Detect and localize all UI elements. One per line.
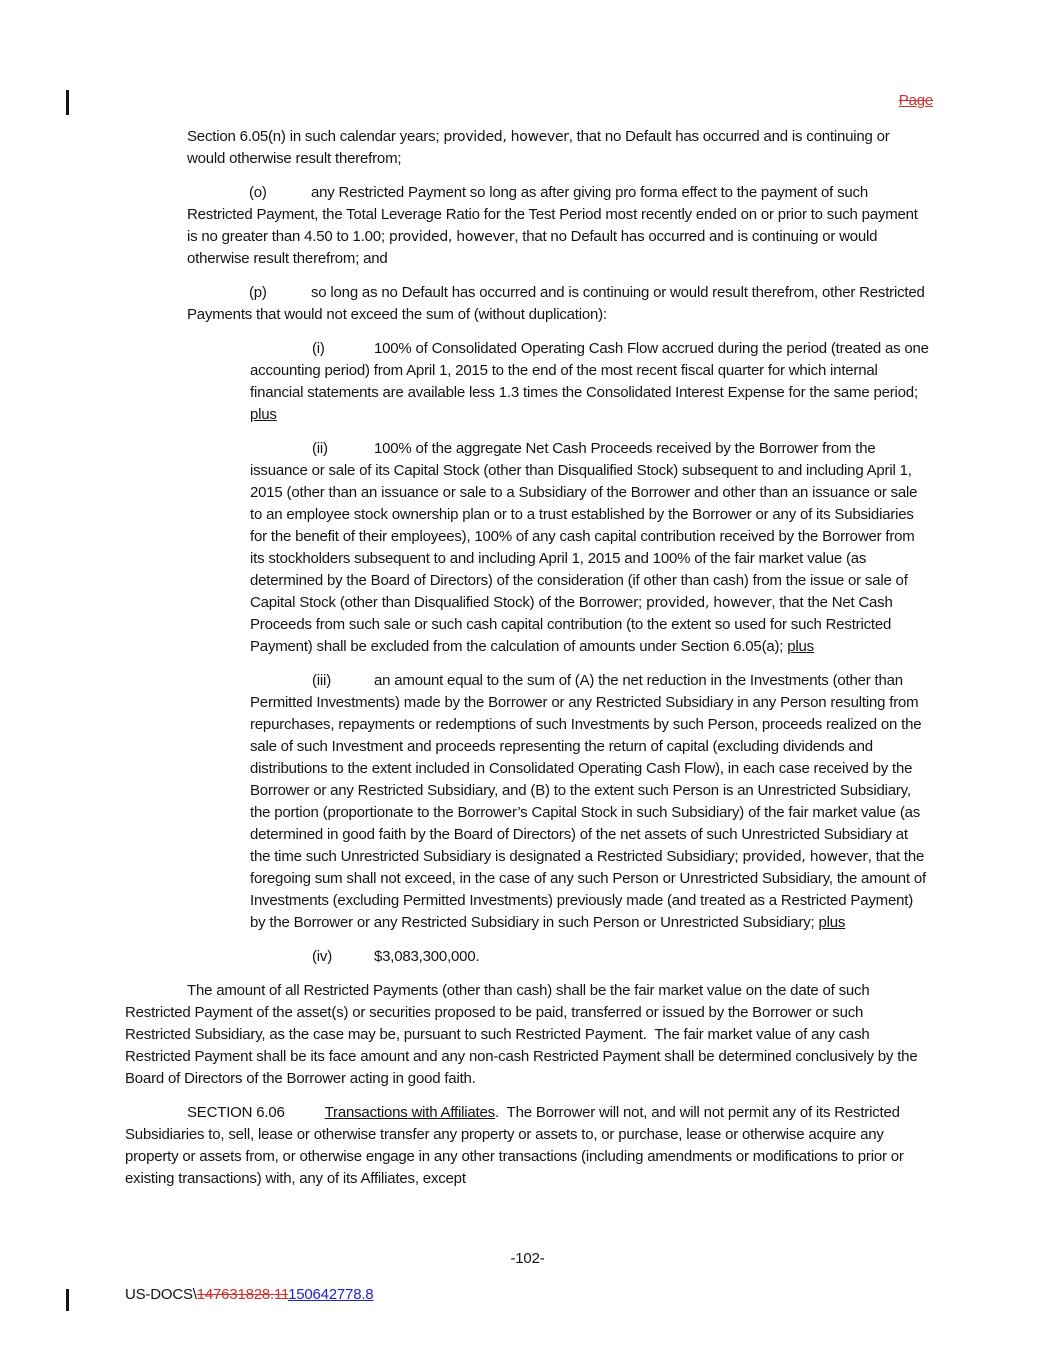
revision-change-bar-top	[66, 90, 69, 115]
text-segment: $3,083,300,000.	[374, 948, 480, 965]
list-label: (ii)	[312, 440, 328, 457]
clause-p-iii	[250, 670, 931, 934]
list-label: (o)	[249, 184, 267, 201]
text-segment: , that the Net Cash Proceeds from such sale or such cash capital contribution (to the extent so used for such Restricted Payment) shall be excluded from the calculation of amounts under Section 6.05(a);	[250, 594, 893, 655]
text-segment: plus	[787, 638, 814, 655]
text-segment: 100% of Consolidated Operating Cash Flow accrued during the period (treated as one accounting period) from April 1, 2015 to the end of the most recent fiscal quarter for which internal financial statements are available less 1.3 times the Consolidated Interest Expense for the same period;	[250, 340, 929, 401]
text-segment: plus	[250, 406, 277, 423]
deleted-page-header-label: Page	[898, 92, 933, 109]
text-segment: , that no Default has occurred and is continuing or would otherwise result therefrom;	[187, 128, 890, 167]
list-label: (i)	[312, 340, 325, 357]
text-segment: , that no Default has occurred and is continuing or would otherwise result therefrom; and	[187, 228, 878, 267]
text-segment: , that the foregoing sum shall not exceed, in the case of any such Person or Unrestricted Subsidiary, the amount of Investments (excluding Permitted Investments) previously made (and treated as a Restricted Payment) by the Borrower or any Restricted Subsidiary in such Person or Unrestricted Subsidiary;	[250, 848, 926, 931]
doc-id-old-deleted: 147631828.11	[196, 1286, 289, 1303]
list-label: (iii)	[312, 672, 331, 689]
text-segment: The amount of all Restricted Payments (other than cash) shall be the fair market value on the date of such Restricted Payment of the asset(s) or securities proposed to be paid, transferred or issued by the Borrower or such Restricted Subsidiary, as the case may be, pursuant to such Restricted Payment. The fair market value of any cash Restricted Payment shall be its face amount and any non-cash Restricted Payment shall be determined conclusively by the Board of Directors of the Borrower acting in good faith.	[125, 982, 918, 1087]
text-segment: provided, however	[645, 595, 772, 611]
text-segment: 100% of the aggregate Net Cash Proceeds received by the Borrower from the issuance or sale of its Capital Stock (other than Disqualified Stock) subsequent to and including April 1, 2015 (other than an issuance or sale to a Subsidiary of the Borrower and other than an issuance or sale to an employee stock ownership plan or to a trust established by the Borrower or any of its Subsidiaries for the benefit of their employees), 100% of any cash capital contribution received by the Borrower from its stockholders subsequent to and including April 1, 2015 and 100% of the fair market value (as determined by the Board of Directors) of the consideration (if other than cash) from the issue or sale of Capital Stock (other than Disqualified Stock) of the Borrower;	[250, 440, 918, 611]
list-label: (p)	[249, 284, 267, 301]
document-body	[125, 126, 931, 1190]
document-id-footer	[125, 1286, 373, 1303]
clause-o	[187, 182, 931, 270]
text-segment: provided, however	[443, 129, 569, 145]
clause-p	[187, 282, 931, 326]
section-606	[125, 1102, 931, 1190]
text-segment: plus	[818, 914, 846, 931]
text-segment: . The Borrower will not, and will not permit any of its Restricted Subsidiaries to, sell, lease or otherwise transfer any property or assets to, or purchase, lease or otherwise acquire any property or assets from, or otherwise engage in any other transactions (including amendments or modifications to prior or existing transactions) with, any of its Affiliates, except	[125, 1104, 904, 1187]
text-segment: provided, however	[388, 229, 515, 245]
page-number: -102-	[510, 1250, 545, 1267]
clause-p-iv	[250, 946, 931, 968]
list-label: (iv)	[312, 948, 333, 965]
restricted-payments-valuation	[125, 980, 931, 1090]
text-segment: so long as no Default has occurred and is continuing or would result therefrom, other Restricted Payments that would not exceed the sum of (without duplication):	[187, 284, 925, 323]
text-segment: Section 6.05(n) in such calendar years;	[187, 128, 444, 145]
text-segment: any Restricted Payment so long as after giving pro forma effect to the payment of such Restricted Payment, the Total Leverage Ratio for the Test Period most recently ended on or prior to such payment is no greater than 4.50 to 1.00;	[187, 184, 918, 245]
text-segment: an amount equal to the sum of (A) the net reduction in the Investments (other than Permitted Investments) made by the Borrower or any Restricted Subsidiary in any Person resulting from repurchases, repayments or redemptions of such Investments by such Person, proceeds realized on the sale of such Investment and proceeds representing the return of capital (excluding dividends and distributions to the extent included in Consolidated Operating Cash Flow), in each case received by the Borrower or any Restricted Subsidiary, and (B) to the extent such Person is an Unrestricted Subsidiary, the portion (proportionate to the Borrower’s Capital Stock in such Subsidiary) of the fair market value (as determined in good faith by the Board of Directors) of the net assets of such Unrestricted Subsidiary at the time such Unrestricted Subsidiary is designated a Restricted Subsidiary;	[250, 672, 922, 865]
clause-605n-continuation	[187, 126, 931, 170]
doc-id-new-inserted: 150642778.8	[288, 1286, 374, 1303]
revision-change-bar-bottom	[66, 1289, 69, 1311]
doc-id-prefix: US-DOCS\	[125, 1286, 197, 1303]
text-segment: SECTION 6.06	[187, 1104, 285, 1121]
text-segment: provided, however	[742, 849, 868, 865]
text-segment: Transactions with Affiliates	[324, 1104, 495, 1121]
clause-p-ii	[250, 438, 931, 658]
clause-p-i	[250, 338, 931, 426]
